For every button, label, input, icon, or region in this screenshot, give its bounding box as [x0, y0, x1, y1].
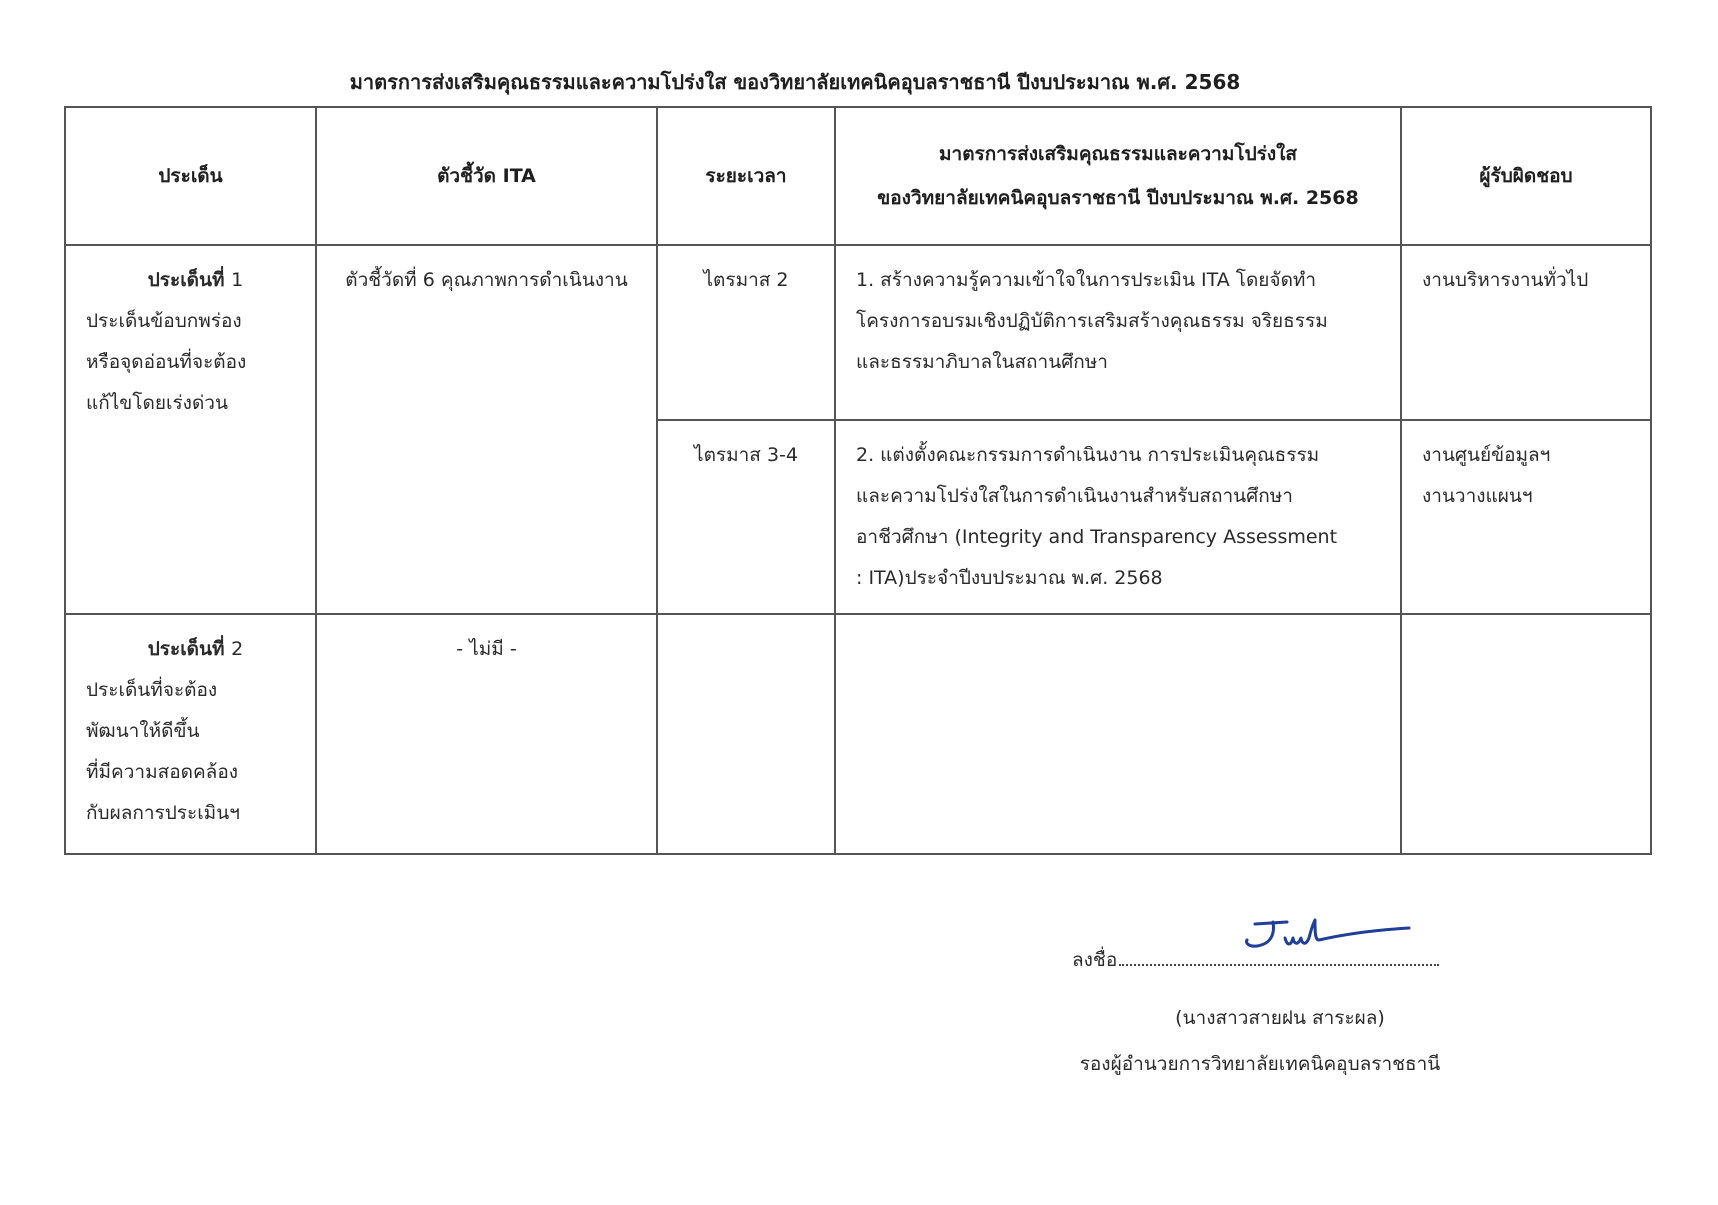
issue-2-period-empty: [657, 614, 835, 854]
measure-1-line: และธรรมาภิบาลในสถานศึกษา: [856, 351, 1108, 373]
handwritten-signature: [1235, 910, 1415, 960]
measure-2-period: ไตรมาส 3-4: [657, 420, 835, 614]
measure-2-line: และความโปร่งใสในการดำเนินงานสำหรับสถานศึกษา: [856, 485, 1293, 507]
header-measure-line1: มาตรการส่งเสริมคุณธรรมและความโปร่งใส: [939, 143, 1297, 165]
page-title: มาตรการส่งเสริมคุณธรรมและความโปร่งใส ของวิทยาลัยเทคนิคอุบลราชธานี ปีงบประมาณ พ.ศ. 2568: [349, 70, 1241, 94]
issue-1-line: ประเด็นข้อบกพร่อง: [86, 310, 242, 332]
measure-1-line: 1. สร้างความรู้ความเข้าใจในการประเมิน ITA โดยจัดทำ: [856, 269, 1317, 291]
header-measure: [835, 107, 1401, 245]
table-header-row: [65, 107, 1651, 245]
issue-1-line: แก้ไขโดยเร่งด่วน: [86, 392, 228, 414]
signer-name: (นางสาวสายฝน สาระผล): [1175, 1007, 1385, 1029]
header-owner: ผู้รับผิดชอบ: [1401, 107, 1651, 245]
signer-position: รองผู้อำนวยการวิทยาลัยเทคนิคอุบลราชธานี: [1079, 1053, 1441, 1075]
issue-2-indicator: - ไม่มี -: [316, 614, 657, 854]
issue-1-cell: [65, 245, 316, 614]
issue-2-measure-empty: [835, 614, 1401, 854]
table-row: [65, 245, 1651, 420]
issue-2-line: ประเด็นที่จะต้อง: [86, 679, 218, 701]
header-indicator: ตัวชี้วัด ITA: [316, 107, 657, 245]
issue-1-line: หรือจุดอ่อนที่จะต้อง: [86, 351, 247, 373]
measure-2-line: 2. แต่งตั้งคณะกรรมการดำเนินงาน การประเมินคุณธรรม: [856, 444, 1320, 466]
measure-2-line: : ITA)ประจำปีงบประมาณ พ.ศ. 2568: [856, 567, 1163, 589]
header-period: ระยะเวลา: [657, 107, 835, 245]
issue-2-cell: [65, 614, 316, 854]
issue-1-indicator: ตัวชี้วัดที่ 6 คุณภาพการดำเนินงาน: [316, 245, 657, 614]
issue-1-title: ประเด็นที่ 1: [147, 269, 244, 291]
header-issue: ประเด็น: [65, 107, 316, 245]
owner-name: งานศูนย์ข้อมูลฯ: [1422, 444, 1551, 466]
measure-1-period: ไตรมาส 2: [657, 245, 835, 420]
signature-line: [1040, 940, 1480, 980]
measure-1-line: โครงการอบรมเชิงปฏิบัติการเสริมสร้างคุณธรรม จริยธรรม: [856, 310, 1328, 332]
issue-2-title: ประเด็นที่ 2: [147, 638, 244, 660]
signature-label: ลงชื่อ: [1072, 949, 1118, 971]
issue-2-line: ที่มีความสอดคล้อง: [86, 761, 239, 783]
header-measure-line2: ของวิทยาลัยเทคนิคอุบลราชธานี ปีงบประมาณ พ.ศ. 2568: [877, 187, 1359, 209]
measure-2-owner: [1401, 420, 1651, 614]
measures-table: [64, 106, 1652, 855]
owner-name: งานวางแผนฯ: [1422, 485, 1533, 507]
owner-name: งานบริหารงานทั่วไป: [1422, 269, 1589, 291]
measure-1-text: [835, 245, 1401, 420]
issue-2-owner-empty: [1401, 614, 1651, 854]
issue-2-line: พัฒนาให้ดีขึ้น: [86, 720, 200, 742]
issue-2-line: กับผลการประเมินฯ: [86, 802, 240, 824]
table-row: [65, 614, 1651, 854]
signature-block: [1040, 940, 1480, 1084]
measure-2-line: อาชีวศึกษา (Integrity and Transparency Assessment: [856, 526, 1338, 548]
measure-1-owner: [1401, 245, 1651, 420]
measure-2-text: [835, 420, 1401, 614]
